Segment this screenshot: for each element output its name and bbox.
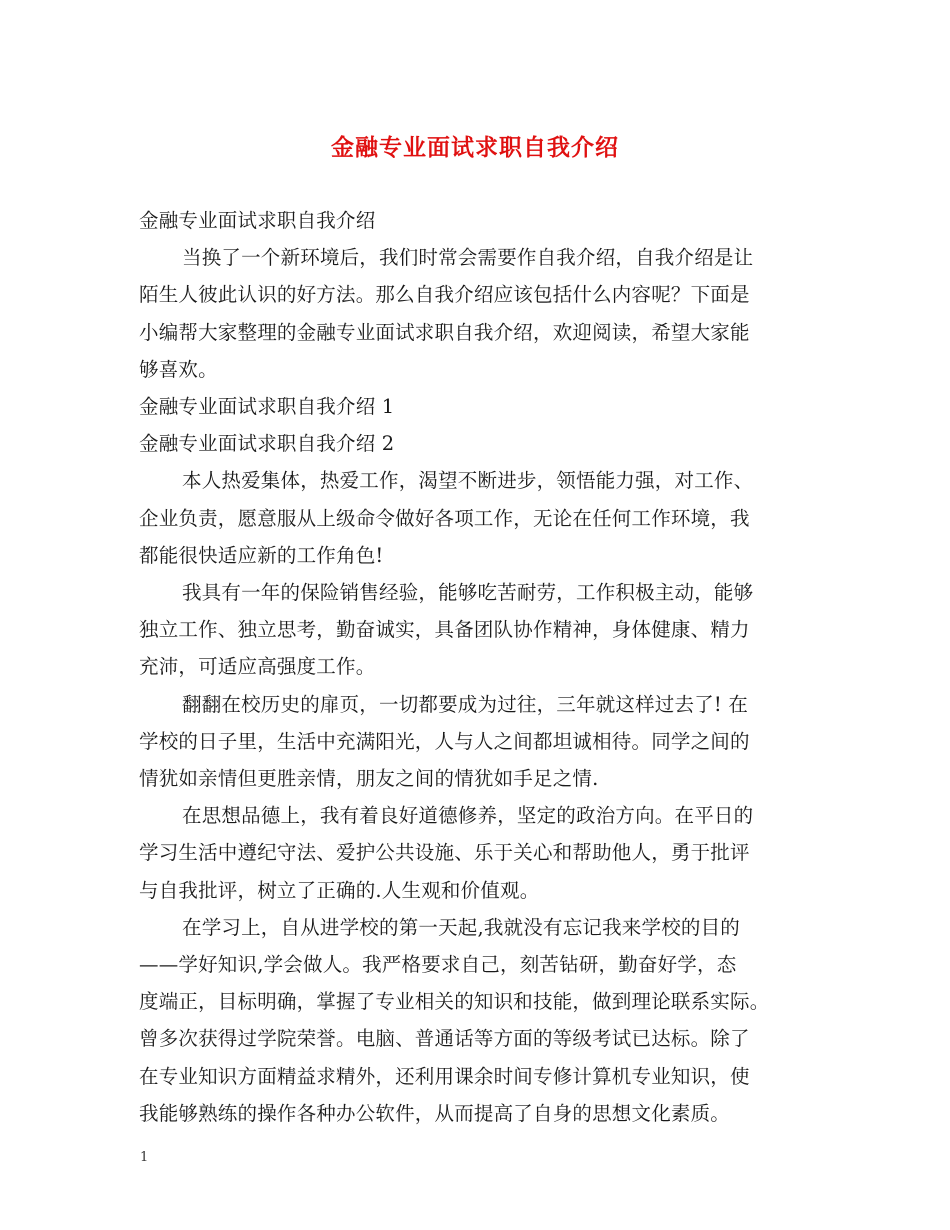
text-line: 在专业知识方面精益求精外，还利用课余时间专修计算机专业知识，使 [139,1064,750,1088]
document-body [139,202,819,1132]
text-line: 充沛，可适应高强度工作。 [139,655,376,679]
text-line: 翻翻在校历史的扉页，一切都要成为过往，三年就这样过去了! 在 [182,692,749,716]
document-title: 金融专业面试求职自我介绍 [331,134,619,161]
text-line: 与自我批评，树立了正确的.人生观和价值观。 [139,878,540,902]
text-line: 金融专业面试求职自我介绍 [139,209,376,232]
text-line: 在学习上，自从进学校的第一天起,我就没有忘记我来学校的目的 [182,915,740,939]
text-line: 金融专业面试求职自我介绍 2 [139,432,395,456]
text-line: 小编帮大家整理的金融专业面试求职自我介绍，欢迎阅读，希望大家能 [139,320,750,344]
text-line: 在思想品德上，我有着良好道德修养，坚定的政治方向。在平日的 [182,804,754,828]
text-line: 学校的日子里，生活中充满阳光，人与人之间都坦诚相待。同学之间的 [139,729,750,753]
text-line: 本人热爱集体，热爱工作，渴望不断进步，领悟能力强，对工作、 [182,469,754,493]
page-number: 1 [140,1150,149,1165]
text-line: 陌生人彼此认识的好方法。那么自我介绍应该包括什么内容呢？下面是 [139,283,750,307]
text-line: 企业负责，愿意服从上级命令做好各项工作，无论在任何工作环境，我 [139,506,750,530]
text-line: 情犹如亲情但更胜亲情，朋友之间的情犹如手足之情. [139,767,599,791]
text-line: 学习生活中遵纪守法、爱护公共设施、乐于关心和帮助他人，勇于批评 [139,841,750,865]
text-line: 独立工作、独立思考，勤奋诚实，具备团队协作精神，身体健康、精力 [139,618,750,642]
text-line: 我具有一年的保险销售经验，能够吃苦耐劳，工作积极主动，能够 [182,581,754,605]
text-line: 度端正，目标明确，掌握了专业相关的知识和技能，做到理论联系实际。 [139,990,770,1014]
text-line: 当换了一个新环境后，我们时常会需要作自我介绍，自我介绍是让 [182,246,754,270]
text-line: 曾多次获得过学院荣誉。电脑、普通话等方面的等级考试已达标。除了 [139,1027,750,1051]
text-line: 金融专业面试求职自我介绍 1 [139,395,395,419]
text-line: 我能够熟练的操作各种办公软件，从而提高了自身的思想文化素质。 [139,1101,731,1125]
text-line: 够喜欢。 [139,357,218,381]
text-line: ——学好知识,学会做人。我严格要求自己，刻苦钻研，勤奋好学，态 [139,953,737,977]
text-line: 都能很快适应新的工作角色! [139,543,384,567]
